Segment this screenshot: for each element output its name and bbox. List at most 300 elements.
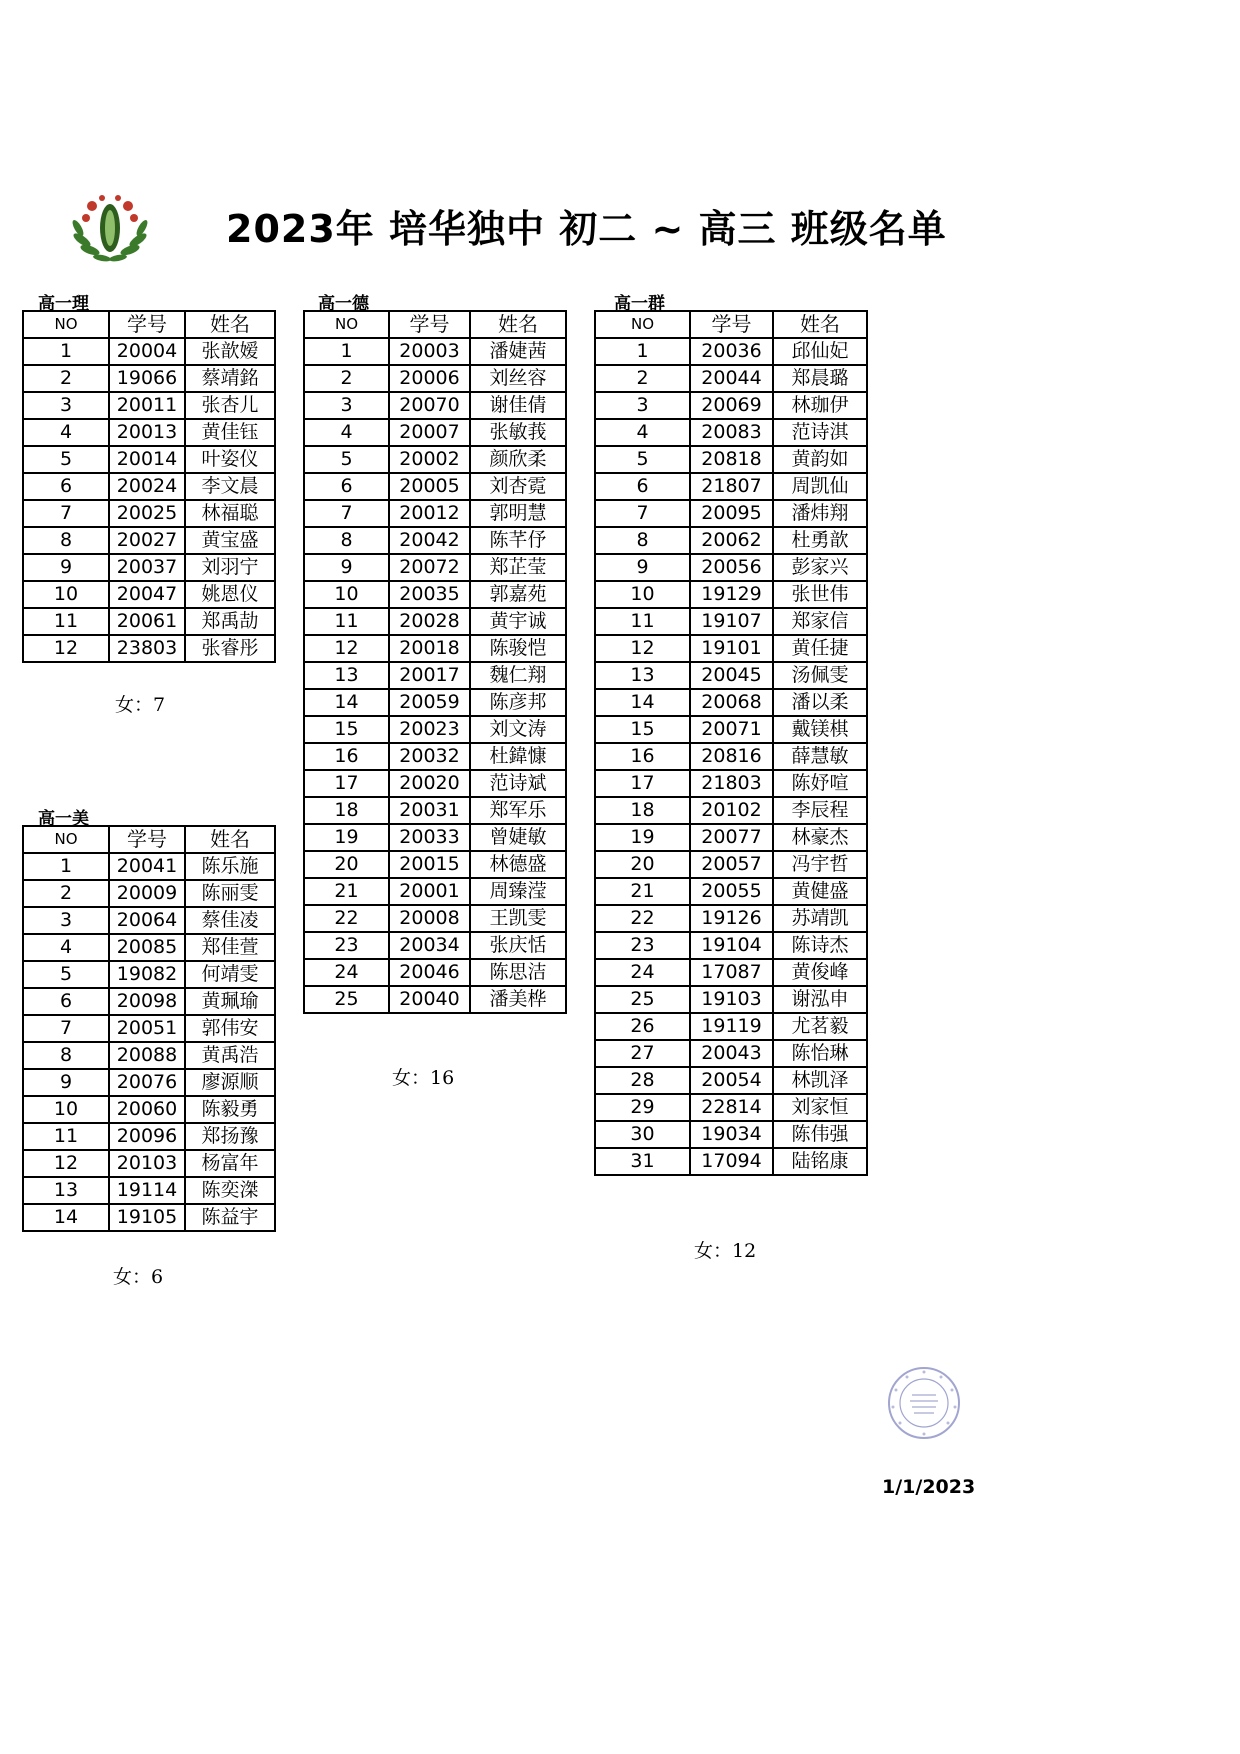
student-name-cell: 张杏儿 (185, 392, 275, 419)
student-id-cell: 17094 (690, 1148, 773, 1175)
female-label: 女： (113, 1266, 152, 1288)
table-row (304, 500, 566, 527)
student-no-cell: 6 (23, 988, 109, 1015)
student-name-cell: 潘美桦 (470, 986, 566, 1013)
student-name-cell: 姚恩仪 (185, 581, 275, 608)
student-id-cell: 20070 (389, 392, 470, 419)
student-name-cell: 范诗淇 (773, 419, 867, 446)
student-id-cell: 20103 (109, 1150, 185, 1177)
student-name-cell: 潘婕茜 (470, 338, 566, 365)
student-name-cell: 郑晨璐 (773, 365, 867, 392)
student-id-cell: 20047 (109, 581, 185, 608)
class-table-gao1li (22, 310, 276, 663)
table-row (595, 986, 867, 1013)
table-row (23, 1042, 275, 1069)
table-row (304, 878, 566, 905)
student-no-cell: 10 (23, 1096, 109, 1123)
student-id-cell: 20085 (109, 934, 185, 961)
student-no-cell: 9 (595, 554, 690, 581)
student-no-cell: 14 (23, 1204, 109, 1231)
student-no-cell: 23 (595, 932, 690, 959)
student-name-cell: 张庆恬 (470, 932, 566, 959)
table-row (595, 635, 867, 662)
table-header-row (595, 311, 867, 338)
col-header-no: NO (23, 826, 109, 853)
student-no-cell: 11 (23, 608, 109, 635)
student-id-cell: 17087 (690, 959, 773, 986)
student-no-cell: 27 (595, 1040, 690, 1067)
student-no-cell: 8 (23, 1042, 109, 1069)
student-no-cell: 1 (23, 853, 109, 880)
student-no-cell: 21 (304, 878, 389, 905)
student-name-cell: 黄珮瑜 (185, 988, 275, 1015)
table-row (304, 986, 566, 1013)
student-name-cell: 刘文涛 (470, 716, 566, 743)
table-row (595, 527, 867, 554)
student-id-cell: 21807 (690, 473, 773, 500)
table-row (595, 392, 867, 419)
student-id-cell: 20046 (389, 959, 470, 986)
student-id-cell: 20045 (690, 662, 773, 689)
table-row (23, 365, 275, 392)
student-no-cell: 4 (23, 934, 109, 961)
student-name-cell: 陈伟强 (773, 1121, 867, 1148)
student-id-cell: 20043 (690, 1040, 773, 1067)
student-id-cell: 19126 (690, 905, 773, 932)
student-name-cell: 何靖雯 (185, 961, 275, 988)
student-no-cell: 18 (595, 797, 690, 824)
table-row (595, 500, 867, 527)
student-no-cell: 11 (595, 608, 690, 635)
student-id-cell: 20064 (109, 907, 185, 934)
student-name-cell: 郭伟安 (185, 1015, 275, 1042)
student-no-cell: 5 (23, 446, 109, 473)
student-no-cell: 10 (23, 581, 109, 608)
table-row (304, 392, 566, 419)
student-name-cell: 郭嘉苑 (470, 581, 566, 608)
female-count-value: 6 (151, 1266, 164, 1288)
col-header-name: 姓名 (185, 311, 275, 338)
table-row (595, 770, 867, 797)
table-row (23, 635, 275, 662)
student-id-cell: 20001 (389, 878, 470, 905)
student-id-cell: 20072 (389, 554, 470, 581)
student-id-cell: 20032 (389, 743, 470, 770)
table-row (595, 905, 867, 932)
student-name-cell: 杜勇歆 (773, 527, 867, 554)
student-id-cell: 20004 (109, 338, 185, 365)
student-no-cell: 12 (23, 1150, 109, 1177)
student-name-cell: 戴镁棋 (773, 716, 867, 743)
col-header-id: 学号 (109, 826, 185, 853)
student-name-cell: 黄韵如 (773, 446, 867, 473)
student-name-cell: 刘杏霓 (470, 473, 566, 500)
student-name-cell: 张世伟 (773, 581, 867, 608)
table-row (595, 554, 867, 581)
student-id-cell: 19034 (690, 1121, 773, 1148)
student-name-cell: 黄宇诚 (470, 608, 566, 635)
document-date: 1/1/2023 (882, 1476, 976, 1498)
student-name-cell: 郑禹劼 (185, 608, 275, 635)
student-name-cell: 刘丝容 (470, 365, 566, 392)
student-id-cell: 19107 (690, 608, 773, 635)
table-row (304, 473, 566, 500)
page-title: 2023年 培华独中 初二 ~ 高三 班级名单 (226, 207, 947, 251)
female-count-gao1de (392, 1063, 454, 1090)
student-name-cell: 陈思洁 (470, 959, 566, 986)
student-no-cell: 11 (304, 608, 389, 635)
student-id-cell: 19101 (690, 635, 773, 662)
student-name-cell: 陆铭康 (773, 1148, 867, 1175)
student-name-cell: 陈毅勇 (185, 1096, 275, 1123)
student-no-cell: 3 (595, 392, 690, 419)
table-row (23, 934, 275, 961)
student-id-cell: 20036 (690, 338, 773, 365)
student-no-cell: 6 (304, 473, 389, 500)
student-name-cell: 魏仁翔 (470, 662, 566, 689)
student-id-cell: 20025 (109, 500, 185, 527)
table-row (595, 1094, 867, 1121)
table-row (304, 959, 566, 986)
student-name-cell: 张敏莪 (470, 419, 566, 446)
student-name-cell: 郑芷莹 (470, 554, 566, 581)
student-name-cell: 张歆嫒 (185, 338, 275, 365)
student-name-cell: 廖源顺 (185, 1069, 275, 1096)
female-count-gao1mei (113, 1262, 163, 1289)
student-no-cell: 28 (595, 1067, 690, 1094)
student-id-cell: 20095 (690, 500, 773, 527)
student-id-cell: 20040 (389, 986, 470, 1013)
student-no-cell: 2 (23, 880, 109, 907)
student-name-cell: 郑佳萱 (185, 934, 275, 961)
table-row (304, 662, 566, 689)
student-no-cell: 7 (304, 500, 389, 527)
student-id-cell: 20035 (389, 581, 470, 608)
student-name-cell: 陈怡琳 (773, 1040, 867, 1067)
class-label-gao1mei: 高一美 (38, 809, 89, 829)
student-name-cell: 薛慧敏 (773, 743, 867, 770)
student-no-cell: 5 (23, 961, 109, 988)
table-header-row (23, 826, 275, 853)
student-id-cell: 20077 (690, 824, 773, 851)
table-row (595, 797, 867, 824)
table-row (23, 1069, 275, 1096)
student-id-cell: 19066 (109, 365, 185, 392)
table-row (23, 1123, 275, 1150)
table-row (304, 581, 566, 608)
student-name-cell: 李文晨 (185, 473, 275, 500)
table-row (595, 1121, 867, 1148)
female-label: 女： (115, 694, 154, 716)
table-row (23, 1204, 275, 1231)
table-row (23, 988, 275, 1015)
student-no-cell: 6 (595, 473, 690, 500)
student-name-cell: 李辰程 (773, 797, 867, 824)
student-name-cell: 范诗斌 (470, 770, 566, 797)
table-row (23, 500, 275, 527)
student-no-cell: 9 (304, 554, 389, 581)
student-no-cell: 14 (595, 689, 690, 716)
student-id-cell: 20044 (690, 365, 773, 392)
table-row (304, 797, 566, 824)
student-id-cell: 20088 (109, 1042, 185, 1069)
student-id-cell: 20002 (389, 446, 470, 473)
student-no-cell: 12 (304, 635, 389, 662)
student-no-cell: 12 (595, 635, 690, 662)
table-row (595, 365, 867, 392)
student-no-cell: 3 (304, 392, 389, 419)
student-id-cell: 20096 (109, 1123, 185, 1150)
student-no-cell: 3 (23, 392, 109, 419)
student-id-cell: 20009 (109, 880, 185, 907)
student-id-cell: 20062 (690, 527, 773, 554)
student-no-cell: 25 (595, 986, 690, 1013)
student-id-cell: 20031 (389, 797, 470, 824)
student-name-cell: 林福聪 (185, 500, 275, 527)
class-label-gao1de: 高一德 (318, 294, 369, 314)
student-name-cell: 陈乐施 (185, 853, 275, 880)
student-name-cell: 林珈伊 (773, 392, 867, 419)
student-name-cell: 邱仙妃 (773, 338, 867, 365)
student-no-cell: 25 (304, 986, 389, 1013)
student-id-cell: 22814 (690, 1094, 773, 1121)
student-name-cell: 黄佳钰 (185, 419, 275, 446)
student-name-cell: 陈芊伃 (470, 527, 566, 554)
student-name-cell: 郑扬豫 (185, 1123, 275, 1150)
student-no-cell: 2 (23, 365, 109, 392)
table-row (304, 365, 566, 392)
student-name-cell: 黄任捷 (773, 635, 867, 662)
student-no-cell: 1 (23, 338, 109, 365)
table-row (595, 689, 867, 716)
school-seal-stamp (886, 1365, 962, 1441)
student-no-cell: 6 (23, 473, 109, 500)
table-row (595, 716, 867, 743)
student-no-cell: 19 (304, 824, 389, 851)
student-no-cell: 14 (304, 689, 389, 716)
student-name-cell: 彭家兴 (773, 554, 867, 581)
student-no-cell: 24 (595, 959, 690, 986)
student-name-cell: 谢佳倩 (470, 392, 566, 419)
student-id-cell: 20018 (389, 635, 470, 662)
student-no-cell: 5 (595, 446, 690, 473)
student-id-cell: 20102 (690, 797, 773, 824)
student-no-cell: 2 (304, 365, 389, 392)
table-row (304, 824, 566, 851)
student-id-cell: 20003 (389, 338, 470, 365)
student-id-cell: 20027 (109, 527, 185, 554)
student-no-cell: 1 (304, 338, 389, 365)
student-id-cell: 20060 (109, 1096, 185, 1123)
student-id-cell: 19082 (109, 961, 185, 988)
table-row (304, 743, 566, 770)
student-id-cell: 20015 (389, 851, 470, 878)
table-row (23, 446, 275, 473)
col-header-name: 姓名 (185, 826, 275, 853)
student-id-cell: 20069 (690, 392, 773, 419)
table-row (23, 1150, 275, 1177)
student-id-cell: 20071 (690, 716, 773, 743)
student-no-cell: 20 (304, 851, 389, 878)
female-count-value: 12 (732, 1240, 757, 1262)
student-name-cell: 刘羽宁 (185, 554, 275, 581)
student-name-cell: 杨富年 (185, 1150, 275, 1177)
table-row (595, 338, 867, 365)
table-row (23, 392, 275, 419)
student-id-cell: 20005 (389, 473, 470, 500)
student-id-cell: 20034 (389, 932, 470, 959)
female-count-value: 7 (153, 694, 166, 716)
table-row (595, 932, 867, 959)
student-no-cell: 8 (23, 527, 109, 554)
student-name-cell: 苏靖凯 (773, 905, 867, 932)
table-row (304, 689, 566, 716)
col-header-no: NO (304, 311, 389, 338)
student-id-cell: 20041 (109, 853, 185, 880)
student-id-cell: 19129 (690, 581, 773, 608)
student-no-cell: 31 (595, 1148, 690, 1175)
col-header-name: 姓名 (773, 311, 867, 338)
student-no-cell: 9 (23, 1069, 109, 1096)
student-no-cell: 23 (304, 932, 389, 959)
student-no-cell: 22 (595, 905, 690, 932)
student-id-cell: 20061 (109, 608, 185, 635)
student-no-cell: 21 (595, 878, 690, 905)
student-id-cell: 20059 (389, 689, 470, 716)
student-name-cell: 张睿彤 (185, 635, 275, 662)
col-header-no: NO (23, 311, 109, 338)
student-id-cell: 20007 (389, 419, 470, 446)
student-id-cell: 20017 (389, 662, 470, 689)
student-id-cell: 20006 (389, 365, 470, 392)
table-row (595, 851, 867, 878)
student-name-cell: 陈丽雯 (185, 880, 275, 907)
student-no-cell: 17 (304, 770, 389, 797)
student-id-cell: 19103 (690, 986, 773, 1013)
table-row (595, 1067, 867, 1094)
table-row (304, 608, 566, 635)
student-name-cell: 陈彦邦 (470, 689, 566, 716)
student-no-cell: 30 (595, 1121, 690, 1148)
student-no-cell: 19 (595, 824, 690, 851)
student-no-cell: 12 (23, 635, 109, 662)
student-name-cell: 郭明慧 (470, 500, 566, 527)
student-no-cell: 7 (23, 500, 109, 527)
table-row (23, 1015, 275, 1042)
table-row (304, 446, 566, 473)
table-row (23, 853, 275, 880)
student-name-cell: 黄健盛 (773, 878, 867, 905)
student-no-cell: 10 (595, 581, 690, 608)
class-table-gao1mei (22, 825, 276, 1232)
student-name-cell: 周凯仙 (773, 473, 867, 500)
table-row (23, 880, 275, 907)
table-row (595, 473, 867, 500)
student-id-cell: 20014 (109, 446, 185, 473)
student-no-cell: 16 (595, 743, 690, 770)
table-row (23, 1177, 275, 1204)
student-no-cell: 4 (304, 419, 389, 446)
student-no-cell: 9 (23, 554, 109, 581)
student-name-cell: 蔡靖銘 (185, 365, 275, 392)
table-row (304, 851, 566, 878)
student-name-cell: 谢泓申 (773, 986, 867, 1013)
student-name-cell: 潘炜翔 (773, 500, 867, 527)
table-row (23, 554, 275, 581)
table-row (304, 716, 566, 743)
student-no-cell: 5 (304, 446, 389, 473)
student-id-cell: 20042 (389, 527, 470, 554)
student-name-cell: 黄禹浩 (185, 1042, 275, 1069)
student-id-cell: 20076 (109, 1069, 185, 1096)
student-no-cell: 26 (595, 1013, 690, 1040)
student-no-cell: 13 (23, 1177, 109, 1204)
student-name-cell: 王凯雯 (470, 905, 566, 932)
student-name-cell: 林豪杰 (773, 824, 867, 851)
female-count-value: 16 (430, 1067, 455, 1089)
student-name-cell: 曾婕敏 (470, 824, 566, 851)
table-row (304, 635, 566, 662)
table-row (304, 932, 566, 959)
student-id-cell: 20068 (690, 689, 773, 716)
student-name-cell: 陈妤喧 (773, 770, 867, 797)
student-no-cell: 15 (304, 716, 389, 743)
student-no-cell: 11 (23, 1123, 109, 1150)
table-row (304, 419, 566, 446)
student-name-cell: 叶姿仪 (185, 446, 275, 473)
student-no-cell: 18 (304, 797, 389, 824)
student-name-cell: 周臻滢 (470, 878, 566, 905)
student-id-cell: 20054 (690, 1067, 773, 1094)
table-row (23, 608, 275, 635)
student-name-cell: 刘家恒 (773, 1094, 867, 1121)
student-name-cell: 尤茗毅 (773, 1013, 867, 1040)
student-id-cell: 20057 (690, 851, 773, 878)
col-header-name: 姓名 (470, 311, 566, 338)
student-no-cell: 8 (304, 527, 389, 554)
student-name-cell: 陈奕滐 (185, 1177, 275, 1204)
student-id-cell: 20024 (109, 473, 185, 500)
table-row (23, 581, 275, 608)
student-name-cell: 林凯泽 (773, 1067, 867, 1094)
student-id-cell: 20023 (389, 716, 470, 743)
student-name-cell: 陈骏恺 (470, 635, 566, 662)
student-id-cell: 23803 (109, 635, 185, 662)
student-no-cell: 29 (595, 1094, 690, 1121)
female-label: 女： (392, 1067, 431, 1089)
col-header-no: NO (595, 311, 690, 338)
class-table-gao1qun (594, 310, 868, 1176)
student-id-cell: 20028 (389, 608, 470, 635)
student-id-cell: 20012 (389, 500, 470, 527)
student-id-cell: 20020 (389, 770, 470, 797)
student-no-cell: 7 (23, 1015, 109, 1042)
student-no-cell: 17 (595, 770, 690, 797)
student-no-cell: 20 (595, 851, 690, 878)
table-row (23, 338, 275, 365)
table-header-row (23, 311, 275, 338)
student-name-cell: 郑军乐 (470, 797, 566, 824)
student-id-cell: 20098 (109, 988, 185, 1015)
table-row (595, 824, 867, 851)
student-id-cell: 20083 (690, 419, 773, 446)
table-row (595, 878, 867, 905)
student-no-cell: 3 (23, 907, 109, 934)
student-name-cell: 陈益宇 (185, 1204, 275, 1231)
student-no-cell: 2 (595, 365, 690, 392)
student-id-cell: 19105 (109, 1204, 185, 1231)
student-id-cell: 19114 (109, 1177, 185, 1204)
